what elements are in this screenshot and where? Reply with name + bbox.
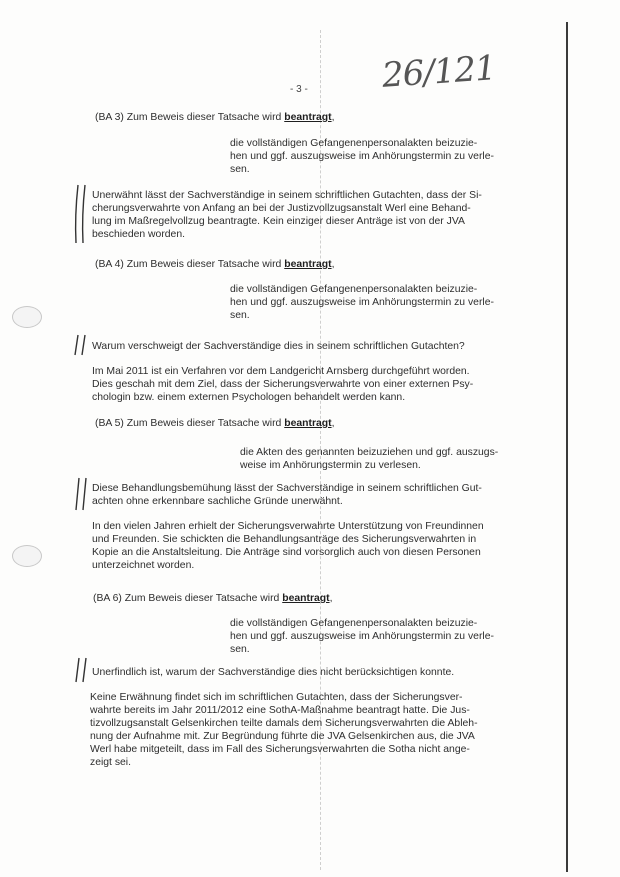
ba4-heading: (BA 4) Zum Beweis dieser Tatsache wird beantragt, [95, 259, 335, 270]
margin-rule [566, 22, 568, 872]
punch-hole-bottom [12, 545, 42, 567]
punch-hole-top [12, 306, 42, 328]
ba5-heading: (BA 5) Zum Beweis dieser Tatsache wird beantragt, [95, 418, 335, 429]
ba6-request: die vollständigen Gefangenenpersonalakten beizuzie- hen und ggf. auszugsweise im Anhörungstermin zu verle- sen. [230, 618, 494, 655]
ba3-heading: (BA 3) Zum Beweis dieser Tatsache wird beantragt, [95, 112, 335, 123]
paragraph-unerwaehnt: Unerwähnt lässt der Sachverständige in seinem schriftlichen Gutachten, dass der Si- cherungsverwahrte von Anfang an bei der Justizvollzugsanstalt Werl eine Behand- lung im Maßregelvollzug beantragte. Kein einziger dieser Anträge ist von der JVA beschieden worden. [92, 190, 482, 240]
margin-mark-2 [70, 333, 92, 357]
paragraph-behandlungsbemuehung: Diese Behandlungsbemühung lässt der Sachverständige in seinem schriftlichen Gut- achten ohne erkennbare sachliche Gründe unerwähnt. [92, 483, 482, 507]
paragraph-warum: Warum verschweigt der Sachverständige dies in seinem schriftlichen Gutachten? [92, 341, 465, 352]
paragraph-freunde: In den vielen Jahren erhielt der Sicherungsverwahrte Unterstützung von Freundinnen und Freunden. Sie schickten die Behandlungsanträge des Sicherungsverwahrten in Kopie an die Anstaltsleitung. Die Anträge sind vorsorglich auch von diesen Personen unterzeichnet worden. [92, 521, 484, 571]
paragraph-im-mai: Im Mai 2011 ist ein Verfahren vor dem Landgericht Arnsberg durchgeführt worden. Dies geschah mit dem Ziel, dass der Sicherungsverwahrte von einer externen Psy- chologin bzw. einem externen Psychologen behandelt werden kann. [92, 366, 474, 403]
margin-mark-1 [70, 183, 92, 245]
paragraph-unerfindlich: Unerfindlich ist, warum der Sachverständige dies nicht berücksichtigen konnte. [92, 667, 455, 678]
ba5-request: die Akten des genannten beizuziehen und ggf. auszugs- weise im Anhörungstermin zu verlesen. [240, 447, 499, 471]
paragraph-keine-erwaehnung: Keine Erwähnung findet sich im schriftlichen Gutachten, dass der Sicherungsver- wahrte bereits im Jahr 2011/2012 eine SothA-Maßnahme beantragt hatte. Die Jus- tizvollzugsanstalt Gelsenkirchen teilte damals dem Sicherungsverwahrten die Ableh- nung der Aufnahme mit. Zur Begründung führte die JVA Gelsenkirchen aus, die JVA Werl habe mitgeteilt, dass im Fall des Sicherungsverwahrten die Sotha nicht ange- zeigt sei. [90, 692, 478, 768]
ba6-heading: (BA 6) Zum Beweis dieser Tatsache wird beantragt, [93, 593, 333, 604]
margin-mark-3 [70, 476, 92, 512]
handwritten-page-number: 26/121 [380, 48, 497, 96]
ba3-request: die vollständigen Gefangenenpersonalakten beizuzie- hen und ggf. auszugsweise im Anhörungstermin zu verle- sen. [230, 138, 494, 175]
page-number: - 3 - [290, 84, 308, 95]
margin-mark-4 [70, 656, 92, 684]
ba4-request: die vollständigen Gefangenenpersonalakten beizuzie- hen und ggf. auszugsweise im Anhörungstermin zu verle- sen. [230, 284, 494, 321]
